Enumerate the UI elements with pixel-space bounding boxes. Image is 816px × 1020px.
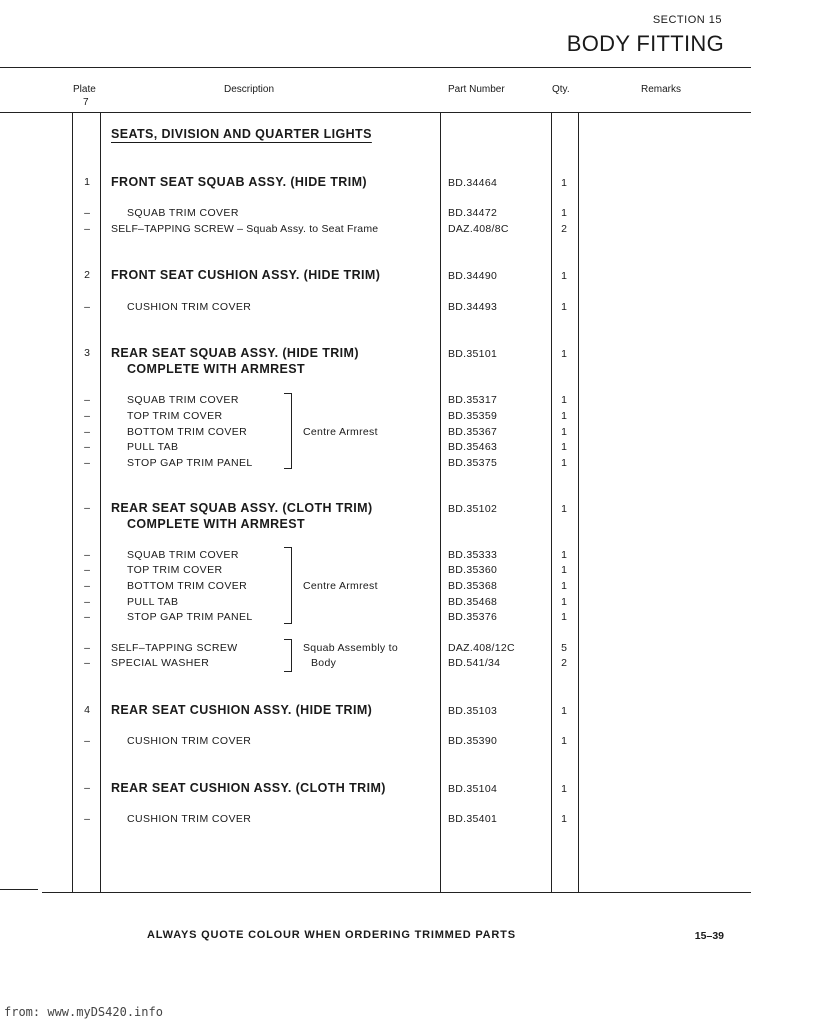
part-number: BD.34472	[448, 207, 498, 219]
part-qty: 1	[561, 348, 567, 360]
part-description: BOTTOM TRIM COVER	[127, 580, 248, 592]
part-qty: 1	[561, 410, 567, 422]
part-qty: 1	[561, 426, 567, 438]
plate-ref: –	[84, 426, 90, 438]
part-number: BD.35104	[448, 783, 498, 795]
part-description: REAR SEAT SQUAB ASSY. (HIDE TRIM)	[111, 346, 359, 360]
part-description: CUSHION TRIM COVER	[127, 735, 252, 747]
part-qty: 1	[561, 457, 567, 469]
part-qty: 1	[561, 705, 567, 717]
part-qty: 1	[561, 503, 567, 515]
part-number: BD.35468	[448, 596, 498, 608]
part-number: BD.35463	[448, 441, 498, 453]
part-description: STOP GAP TRIM PANEL	[127, 611, 253, 623]
plate-ref: –	[84, 813, 90, 825]
col-part-number: Part Number	[448, 84, 505, 95]
part-qty: 1	[561, 207, 567, 219]
part-number: BD.35333	[448, 549, 498, 561]
desc-col-right	[440, 112, 441, 892]
part-number: BD.35401	[448, 813, 498, 825]
source-watermark: from: www.myDS420.info	[4, 1005, 163, 1019]
part-description-continued: COMPLETE WITH ARMREST	[127, 362, 306, 376]
part-description: REAR SEAT SQUAB ASSY. (CLOTH TRIM)	[111, 501, 373, 515]
plate-ref: –	[84, 564, 90, 576]
remark-note: Centre Armrest	[303, 580, 378, 592]
group-bracket	[284, 547, 292, 624]
plate-ref: –	[84, 782, 90, 794]
part-number: BD.35360	[448, 564, 498, 576]
col-remarks: Remarks	[641, 84, 682, 95]
plate-ref: –	[84, 657, 90, 669]
part-number: BD.541/34	[448, 657, 501, 669]
part-qty: 1	[561, 549, 567, 561]
part-description: SQUAB TRIM COVER	[127, 207, 239, 219]
plate-ref: –	[84, 457, 90, 469]
page-number: 15–39	[694, 930, 724, 942]
part-qty: 1	[561, 596, 567, 608]
part-qty: 1	[561, 783, 567, 795]
remark-note: Centre Armrest	[303, 426, 378, 438]
plate-ref: –	[84, 410, 90, 422]
part-qty: 1	[561, 394, 567, 406]
plate-ref: –	[84, 580, 90, 592]
part-description: SPECIAL WASHER	[111, 657, 210, 669]
col-description: Description	[224, 84, 275, 95]
plate-ref: –	[84, 611, 90, 623]
part-description: SELF–TAPPING SCREW	[111, 642, 238, 654]
part-qty: 1	[561, 580, 567, 592]
part-description: PULL TAB	[127, 596, 179, 608]
group-bracket	[284, 639, 292, 672]
plate-ref: 4	[84, 704, 90, 716]
footer-notice: ALWAYS QUOTE COLOUR WHEN ORDERING TRIMMED PARTS	[147, 929, 516, 941]
part-number: BD.35317	[448, 394, 498, 406]
section-title: BODY FITTING	[566, 31, 724, 56]
part-description: REAR SEAT CUSHION ASSY. (CLOTH TRIM)	[111, 781, 386, 795]
part-description: SELF–TAPPING SCREW – Squab Assy. to Seat Frame	[111, 223, 379, 235]
plate-ref: –	[84, 642, 90, 654]
section-label: SECTION 15	[652, 14, 722, 26]
top-rule	[0, 67, 751, 68]
bottom-rule	[0, 889, 38, 890]
col-qty: Qty.	[552, 84, 570, 95]
plate-ref: –	[84, 549, 90, 561]
plate-ref: –	[84, 301, 90, 313]
part-number: BD.35390	[448, 735, 498, 747]
part-description: STOP GAP TRIM PANEL	[127, 457, 253, 469]
plate-ref: –	[84, 735, 90, 747]
part-number: DAZ.408/8C	[448, 223, 509, 235]
plate-ref: –	[84, 394, 90, 406]
part-description: BOTTOM TRIM COVER	[127, 426, 248, 438]
plate-ref: 3	[84, 347, 90, 359]
group-heading: SEATS, DIVISION AND QUARTER LIGHTS	[111, 127, 372, 141]
part-qty: 2	[561, 657, 567, 669]
plate-ref: –	[84, 223, 90, 235]
part-number: BD.34490	[448, 270, 498, 282]
plate-ref: 1	[84, 176, 90, 188]
part-number: DAZ.408/12C	[448, 642, 515, 654]
part-qty: 1	[561, 735, 567, 747]
col-plate: Plate	[73, 84, 96, 95]
part-qty: 1	[561, 177, 567, 189]
part-number: BD.35101	[448, 348, 498, 360]
part-qty: 1	[561, 301, 567, 313]
part-description: TOP TRIM COVER	[127, 410, 223, 422]
plate-col-right	[100, 112, 101, 892]
qty-col-right	[578, 112, 579, 892]
remark-note: Squab Assembly to	[303, 642, 398, 654]
part-description: CUSHION TRIM COVER	[127, 301, 252, 313]
plate-ref: –	[84, 502, 90, 514]
part-number: BD.34493	[448, 301, 498, 313]
part-qty: 5	[561, 642, 567, 654]
plate-ref: –	[84, 441, 90, 453]
part-number: BD.35359	[448, 410, 498, 422]
header-rule	[0, 112, 751, 113]
plate-ref: –	[84, 596, 90, 608]
part-description: PULL TAB	[127, 441, 179, 453]
bottom-rule-main	[42, 892, 751, 893]
plate-ref: 2	[84, 269, 90, 281]
part-qty: 1	[561, 611, 567, 623]
remark-note: Body	[311, 657, 337, 669]
part-number: BD.34464	[448, 177, 498, 189]
part-number: BD.35103	[448, 705, 498, 717]
part-number: BD.35102	[448, 503, 498, 515]
plate-col-left	[72, 112, 73, 892]
part-qty: 1	[561, 813, 567, 825]
part-qty: 1	[561, 441, 567, 453]
part-number: BD.35368	[448, 580, 498, 592]
part-description: SQUAB TRIM COVER	[127, 394, 239, 406]
part-description: FRONT SEAT CUSHION ASSY. (HIDE TRIM)	[111, 268, 381, 282]
part-description: REAR SEAT CUSHION ASSY. (HIDE TRIM)	[111, 703, 373, 717]
part-qty: 2	[561, 223, 567, 235]
part-number: BD.35375	[448, 457, 498, 469]
part-qty: 1	[561, 564, 567, 576]
part-description: FRONT SEAT SQUAB ASSY. (HIDE TRIM)	[111, 175, 367, 189]
part-qty: 1	[561, 270, 567, 282]
part-description: SQUAB TRIM COVER	[127, 549, 239, 561]
part-description: TOP TRIM COVER	[127, 564, 223, 576]
part-description-continued: COMPLETE WITH ARMREST	[127, 517, 306, 531]
group-bracket	[284, 393, 292, 469]
part-number: BD.35376	[448, 611, 498, 623]
plate-ref: –	[84, 207, 90, 219]
part-description: CUSHION TRIM COVER	[127, 813, 252, 825]
col-plate-number: 7	[83, 97, 89, 108]
part-number: BD.35367	[448, 426, 498, 438]
